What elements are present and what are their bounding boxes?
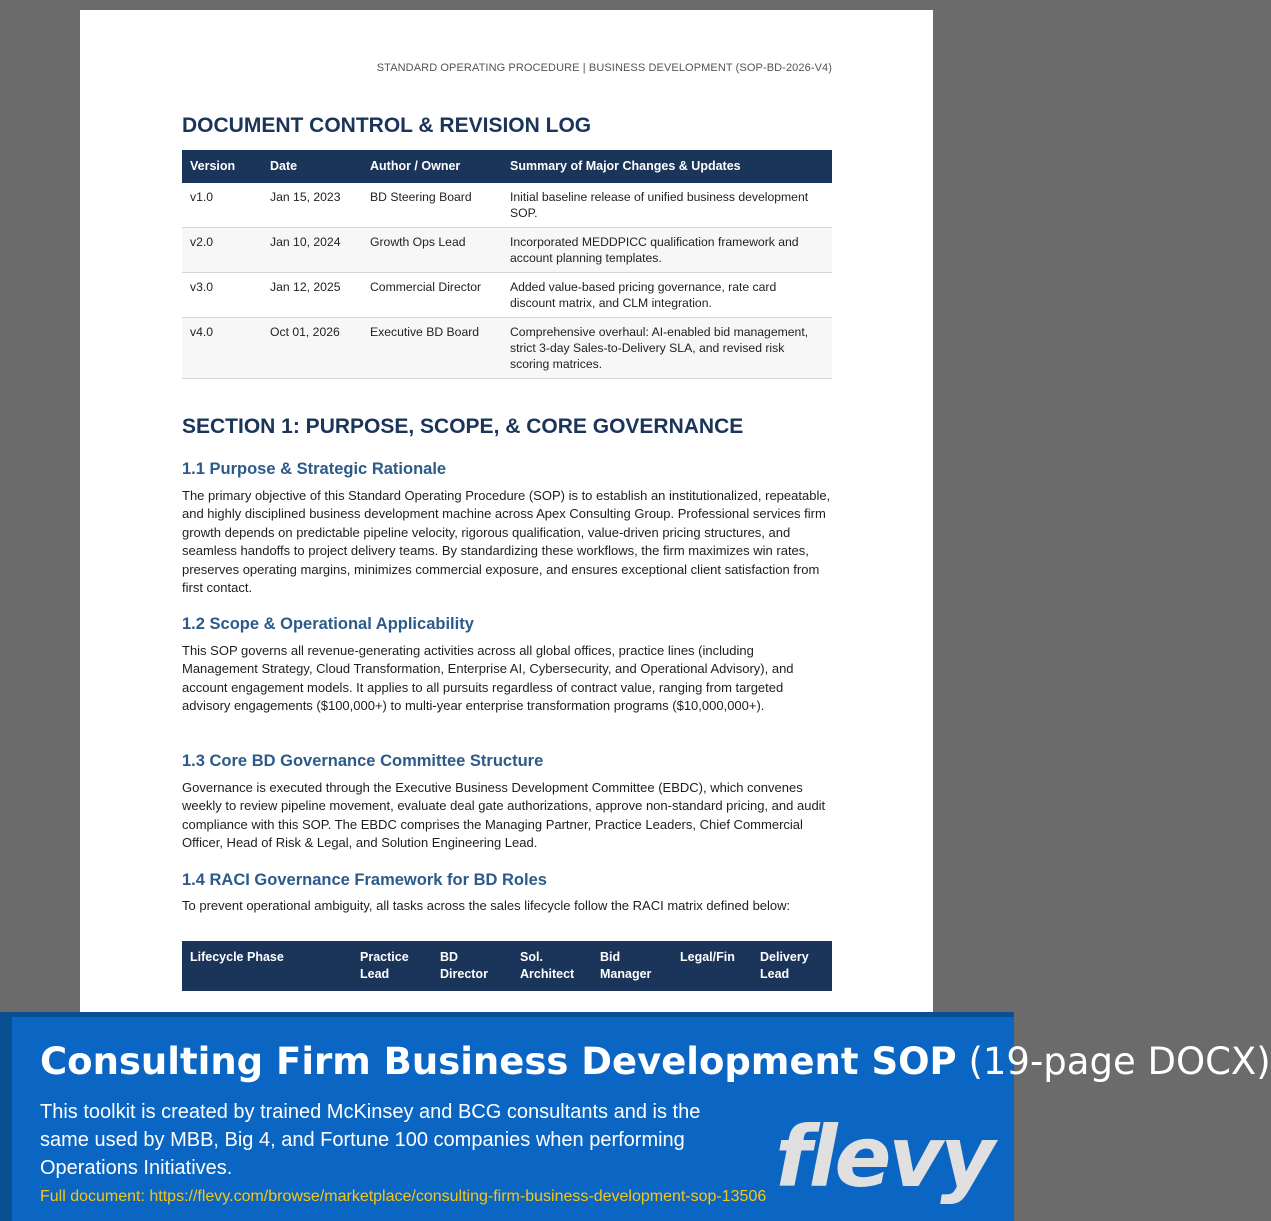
raci-table	[182, 941, 832, 991]
cell-author: Executive BD Board	[362, 318, 502, 379]
table-row	[182, 318, 832, 379]
banner-top-strip	[0, 1012, 1014, 1017]
col-sol-architect: Sol. Architect	[512, 941, 592, 991]
cell-summary: Comprehensive overhaul: AI-enabled bid management, strict 3-day Sales-to-Delivery SLA, and revised risk scoring matrices.	[502, 318, 832, 379]
table-row	[182, 183, 832, 228]
col-lifecycle-phase: Lifecycle Phase	[182, 941, 352, 991]
cell-date: Jan 10, 2024	[262, 228, 362, 273]
table-row	[182, 273, 832, 318]
col-practice-lead: Practice Lead	[352, 941, 432, 991]
s1-4-heading: 1.4 RACI Governance Framework for BD Roles	[182, 871, 547, 889]
cell-date: Jan 15, 2023	[262, 183, 362, 228]
cell-author: BD Steering Board	[362, 183, 502, 228]
s1-1-heading: 1.1 Purpose & Strategic Rationale	[182, 460, 447, 478]
s1-3-heading: 1.3 Core BD Governance Committee Structure	[182, 752, 544, 770]
cell-version: v1.0	[182, 183, 262, 228]
col-author: Author / Owner	[362, 150, 502, 183]
banner-title-main: Consulting Firm Business Development SOP	[40, 1040, 957, 1083]
flevy-logo: flevy	[775, 1108, 992, 1206]
s1-2-body: This SOP governs all revenue-generating activities across all global offices, practice lines (including Management Strategy, Cloud Transformation, Enterprise AI, Cybersecurity, and Operational Advisory), and account engagement models. It applies to all pursuits regardless of contract value, ranging from targeted advisory engagements ($100,000+) to multi-year enterprise transformation programs ($10,000,000+).	[182, 643, 794, 714]
col-version: Version	[182, 150, 262, 183]
cell-author: Growth Ops Lead	[362, 228, 502, 273]
cell-date: Jan 12, 2025	[262, 273, 362, 318]
running-header: STANDARD OPERATING PROCEDURE | BUSINESS DEVELOPMENT (SOP-BD-2026-V4)	[376, 62, 832, 74]
cell-summary: Incorporated MEDDPICC qualification framework and account planning templates.	[502, 228, 832, 273]
col-legal-fin: Legal/Fin	[672, 941, 752, 991]
cell-version: v4.0	[182, 318, 262, 379]
banner-description: This toolkit is created by trained McKinsey and BCG consultants and is the same used by MBB, Big 4, and Fortune 100 companies when performing Operations Initiatives.	[40, 1101, 701, 1179]
document-page	[80, 10, 933, 1021]
s1-3-body: Governance is executed through the Executive Business Development Committee (EBDC), which convenes weekly to review pipeline movement, evaluate deal gate authorizations, approve non-standard pricing, and audit compliance with this SOP. The EBDC comprises the Managing Partner, Practice Leaders, Chief Commercial Officer, Head of Risk & Legal, and Solution Engineering Lead.	[182, 780, 826, 851]
doc-control-heading: DOCUMENT CONTROL & REVISION LOG	[182, 114, 592, 137]
col-delivery-lead: Delivery Lead	[752, 941, 832, 991]
cell-date: Oct 01, 2026	[262, 318, 362, 379]
banner-title	[40, 1040, 1271, 1083]
s1-2-heading: 1.2 Scope & Operational Applicability	[182, 615, 474, 633]
cell-version: v2.0	[182, 228, 262, 273]
cell-summary: Initial baseline release of unified business development SOP.	[502, 183, 832, 228]
cell-author: Commercial Director	[362, 273, 502, 318]
s1-4-body: To prevent operational ambiguity, all tasks across the sales lifecycle follow the RACI matrix defined below:	[182, 898, 791, 913]
full-document-link[interactable]: Full document: https://flevy.com/browse/marketplace/consulting-firm-business-development-sop-13506	[40, 1188, 767, 1205]
banner-left-strip	[0, 1012, 12, 1221]
col-bid-manager: Bid Manager	[592, 941, 672, 991]
banner-title-format: (19-page DOCX)	[968, 1040, 1271, 1083]
col-bd-director: BD Director	[432, 941, 512, 991]
raci-header-row	[182, 941, 832, 991]
cell-version: v3.0	[182, 273, 262, 318]
promo-banner	[0, 1012, 1271, 1221]
col-date: Date	[262, 150, 362, 183]
table-row	[182, 228, 832, 273]
cell-summary: Added value-based pricing governance, rate card discount matrix, and CLM integration.	[502, 273, 832, 318]
revision-log-table	[182, 150, 832, 379]
revision-log-header-row	[182, 150, 832, 183]
section1-heading: SECTION 1: PURPOSE, SCOPE, & CORE GOVERNANCE	[182, 415, 744, 438]
s1-1-body: The primary objective of this Standard Operating Procedure (SOP) is to establish an institutionalized, repeatable, and highly disciplined business development machine across Apex Consulting Group. Professional services firm growth depends on predictable pipeline velocity, rigorous qualification, value-driven pricing structures, and seamless handoffs to project delivery teams. By standardizing these workflows, the firm maximizes win rates, preserves operating margins, minimizes commercial exposure, and ensures exceptional client satisfaction from first contact.	[182, 488, 831, 596]
col-summary: Summary of Major Changes & Updates	[502, 150, 832, 183]
